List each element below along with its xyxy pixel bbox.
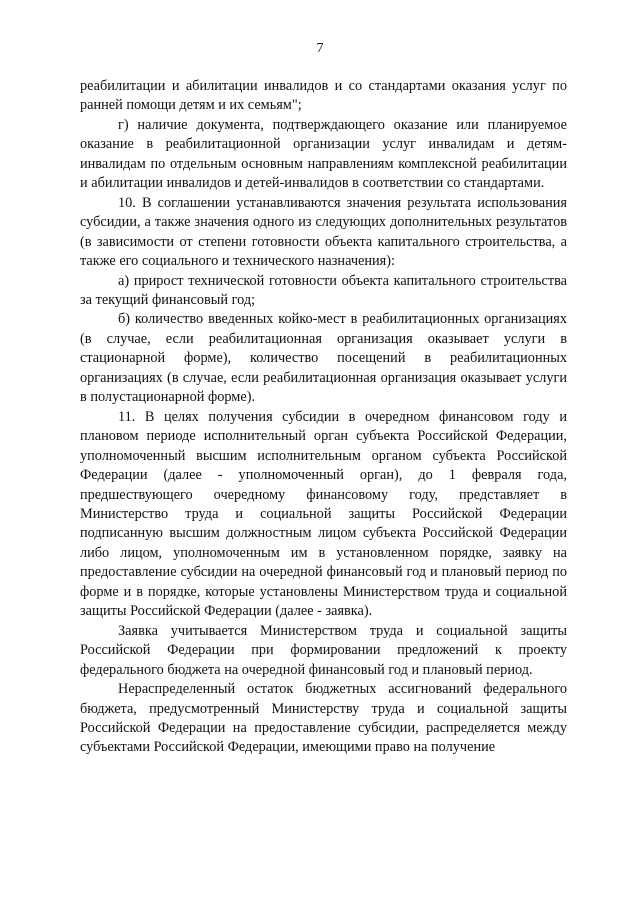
paragraph-continuation: реабилитации и абилитации инвалидов и со стандартами оказания услуг по ранней помощи детям и их семьям"; — [80, 78, 567, 114]
paragraph-clause-11: 11. В целях получения субсидии в очередном финансовом году и плановом периоде исполнительный орган субъекта Российской Федерации, уполномоченный высшим исполнительным органом субъекта Российской Федерации (далее - уполномоченный орган), до 1 февраля года, предшествующего очередному финансовому году, представляет в Министерство труда и социальной защиты Российской Федерации подписанную высшим должностным лицом субъекта Российской Федерации либо лицом, уполномоченным им в установленном порядке, заявку на предоставление субсидии на очередной финансовый год и плановый период по форме и в порядке, которые установлены Министерством труда и социальной защиты Российской Федерации (далее - заявка). — [80, 408, 567, 620]
paragraph-item-b: б) количество введенных койко-мест в реабилитационных организациях (в случае, если реабилитационная организация оказывает услуги в стационарной форме), количество посещений в реабилитационных организациях (в случае, если реабилитационная организация оказывает услуги в полустационарной форме). — [80, 311, 567, 406]
paragraph-item-g: г) наличие документа, подтверждающего оказание или планируемое оказание в реабилитационной организации услуг инвалидам и детям-инвалидам по отдельным основным направлениям комплексной реабилитации и абилитации инвалидов и детей-инвалидов в соответствии со стандартами. — [80, 116, 567, 192]
page-number: 7 — [316, 41, 324, 56]
paragraph-item-a: а) прирост технической готовности объекта капитального строительства за текущий финансовый год; — [80, 272, 567, 308]
paragraph-clause-10: 10. В соглашении устанавливаются значения результата использования субсидии, а также значения одного из следующих дополнительных результатов (в зависимости от степени готовности объекта капитального строительства, а также его социального и технического назначения): — [80, 194, 567, 270]
paragraph-application: Заявка учитывается Министерством труда и социальной защиты Российской Федерации при формировании предложений к проекту федерального бюджета на очередной финансовый год и плановый период. — [80, 622, 567, 678]
document-body — [80, 77, 567, 758]
paragraph-remainder: Нераспределенный остаток бюджетных ассигнований федерального бюджета, предусмотренный Министерству труда и социальной защиты Российской Федерации на предоставление субсидии, распределяется между субъектами Российской Федерации, имеющими право на получение — [80, 681, 567, 756]
